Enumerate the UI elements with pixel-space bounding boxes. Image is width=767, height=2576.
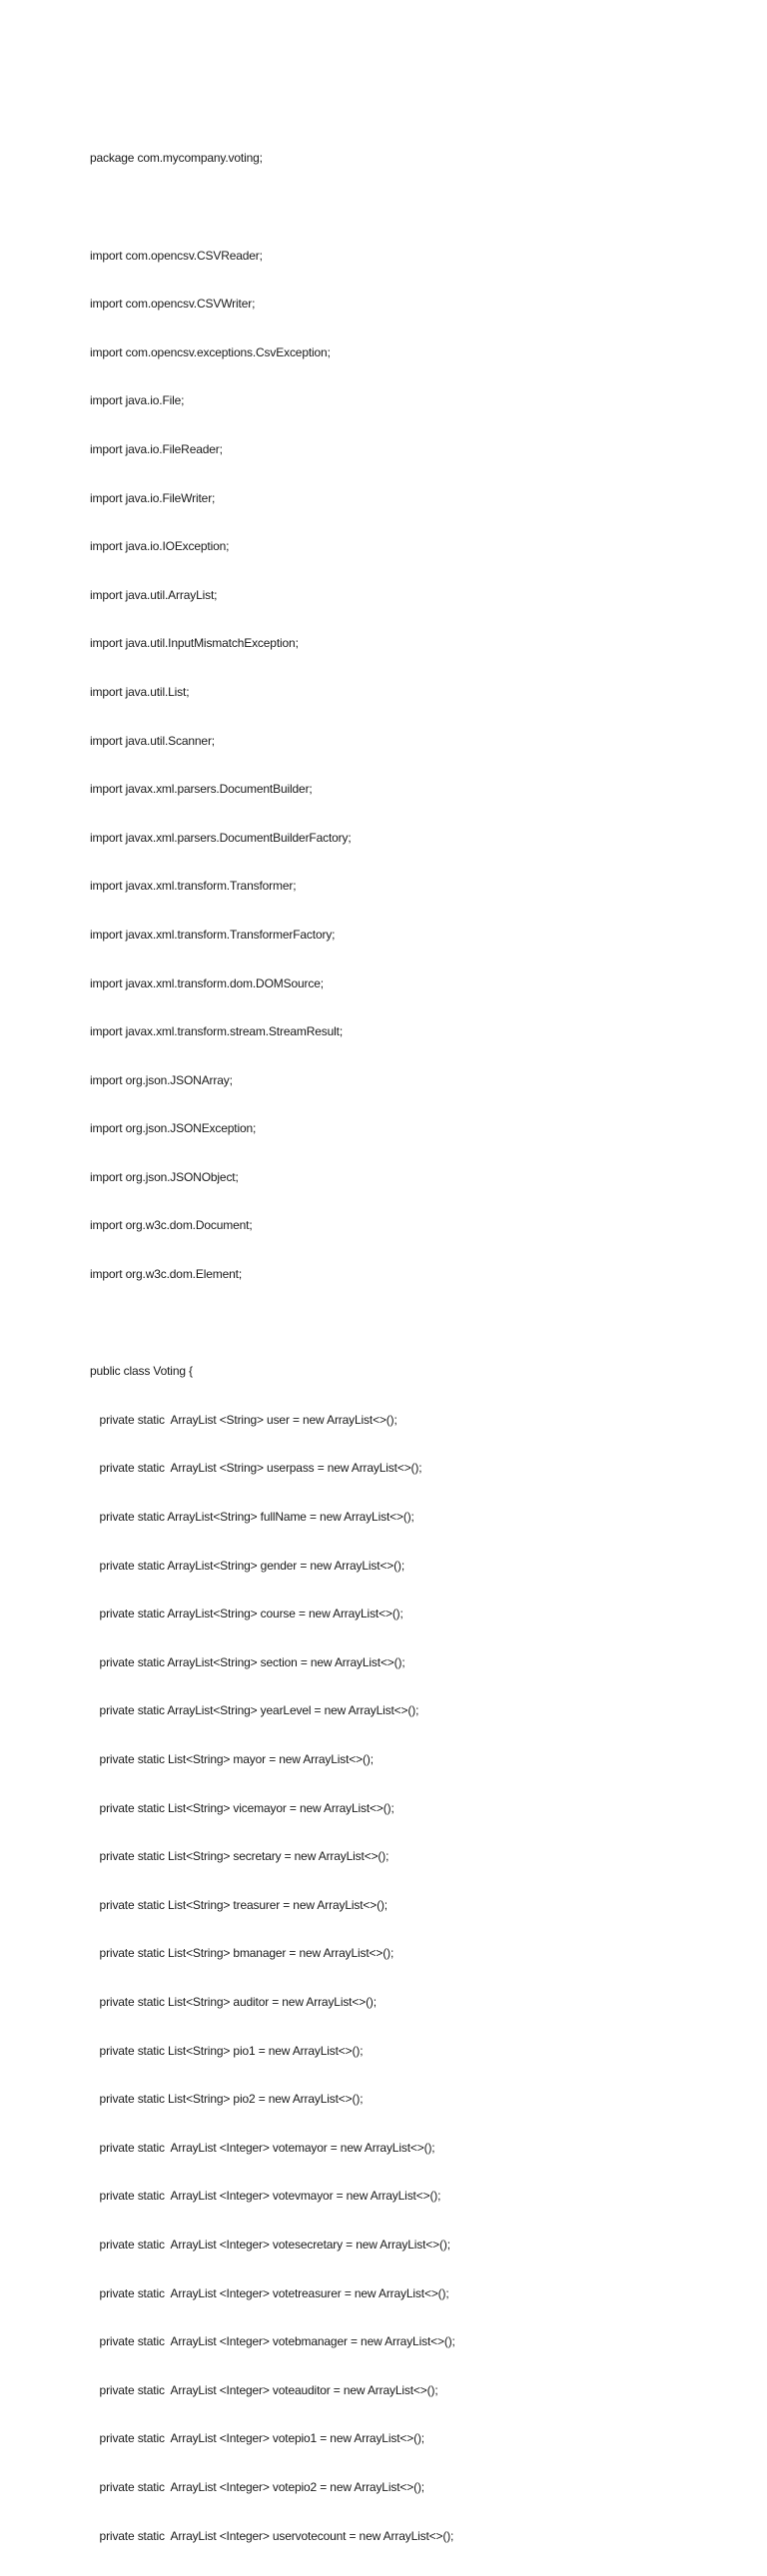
code-line: import com.opencsv.CSVReader; (90, 248, 263, 263)
code-block (90, 118, 455, 2576)
code-line: import javax.xml.parsers.DocumentBuilderFactory; (90, 830, 352, 845)
code-line: import javax.xml.transform.stream.StreamResult; (90, 1024, 344, 1039)
code-line: private static List<String> pio1 = new ArrayList<>(); (90, 2043, 364, 2058)
code-line: import com.opencsv.exceptions.CsvException; (90, 344, 331, 359)
code-line: import java.util.InputMismatchException; (90, 636, 299, 651)
code-line: private static ArrayList<String> section = new ArrayList<>(); (90, 1654, 405, 1669)
code-line: private static List<String> bmanager = new ArrayList<>(); (90, 1946, 394, 1961)
code-line: import org.json.JSONException; (90, 1121, 257, 1136)
code-line: import java.io.IOException; (90, 539, 230, 554)
code-line: private static ArrayList<String> course = new ArrayList<>(); (90, 1607, 403, 1621)
code-line: private static List<String> auditor = new ArrayList<>(); (90, 1994, 377, 2009)
code-line: private static ArrayList <Integer> votepio1 = new ArrayList<>(); (90, 2431, 424, 2446)
code-line: private static ArrayList <Integer> votepio2 = new ArrayList<>(); (90, 2479, 424, 2494)
code-line: import javax.xml.transform.TransformerFactory; (90, 927, 336, 942)
code-line: private static ArrayList<String> fullName = new ArrayList<>(); (90, 1510, 414, 1525)
code-line: import javax.xml.parsers.DocumentBuilder; (90, 782, 313, 797)
code-line: import javax.xml.transform.Transformer; (90, 879, 297, 894)
code-line: import java.io.File; (90, 393, 185, 408)
code-line: private static ArrayList <Integer> votesecretary = new ArrayList<>(); (90, 2237, 450, 2252)
code-line: private static List<String> treasurer = new ArrayList<>(); (90, 1897, 387, 1912)
code-line: package com.mycompany.voting; (90, 151, 263, 166)
code-line: private static List<String> pio2 = new ArrayList<>(); (90, 2092, 364, 2107)
code-line: import java.util.Scanner; (90, 733, 215, 748)
code-line: private static ArrayList <Integer> votetreasurer = new ArrayList<>(); (90, 2285, 449, 2300)
code-line: import java.util.List; (90, 684, 190, 699)
code-line: private static ArrayList <String> userpass = new ArrayList<>(); (90, 1461, 422, 1476)
code-line: import javax.xml.transform.dom.DOMSource; (90, 975, 324, 990)
code-line: import com.opencsv.CSVWriter; (90, 297, 256, 312)
code-line: private static ArrayList<String> yearLevel = new ArrayList<>(); (90, 1703, 419, 1718)
code-line: public class Voting { (90, 1364, 193, 1379)
code-line: private static ArrayList <String> user = new ArrayList<>(); (90, 1412, 397, 1427)
code-line: import org.json.JSONObject; (90, 1169, 239, 1184)
code-line: private static ArrayList <Integer> voteauditor = new ArrayList<>(); (90, 2382, 438, 2397)
code-line (90, 1315, 455, 1331)
code-line: private static List<String> secretary = new ArrayList<>(); (90, 1849, 389, 1864)
code-line: private static ArrayList <Integer> votemayor = new ArrayList<>(); (90, 2140, 435, 2155)
code-line: import org.w3c.dom.Document; (90, 1218, 253, 1233)
code-line: private static ArrayList <Integer> votebmanager = new ArrayList<>(); (90, 2334, 455, 2349)
code-line: private static ArrayList <Integer> votevmayor = new ArrayList<>(); (90, 2189, 441, 2204)
code-line: import org.json.JSONArray; (90, 1072, 233, 1087)
code-line: private static List<String> mayor = new ArrayList<>(); (90, 1752, 374, 1766)
code-line: private static List<String> vicemayor = new ArrayList<>(); (90, 1800, 394, 1815)
code-line: private static ArrayList<String> gender = new ArrayList<>(); (90, 1558, 405, 1573)
code-line: import org.w3c.dom.Element; (90, 1267, 243, 1282)
code-line: import java.io.FileReader; (90, 441, 223, 456)
code-line: import java.util.ArrayList; (90, 587, 218, 602)
code-line: import java.io.FileWriter; (90, 490, 216, 505)
code-line: private static ArrayList <Integer> uservotecount = new ArrayList<>(); (90, 2528, 454, 2543)
code-line (90, 199, 455, 215)
